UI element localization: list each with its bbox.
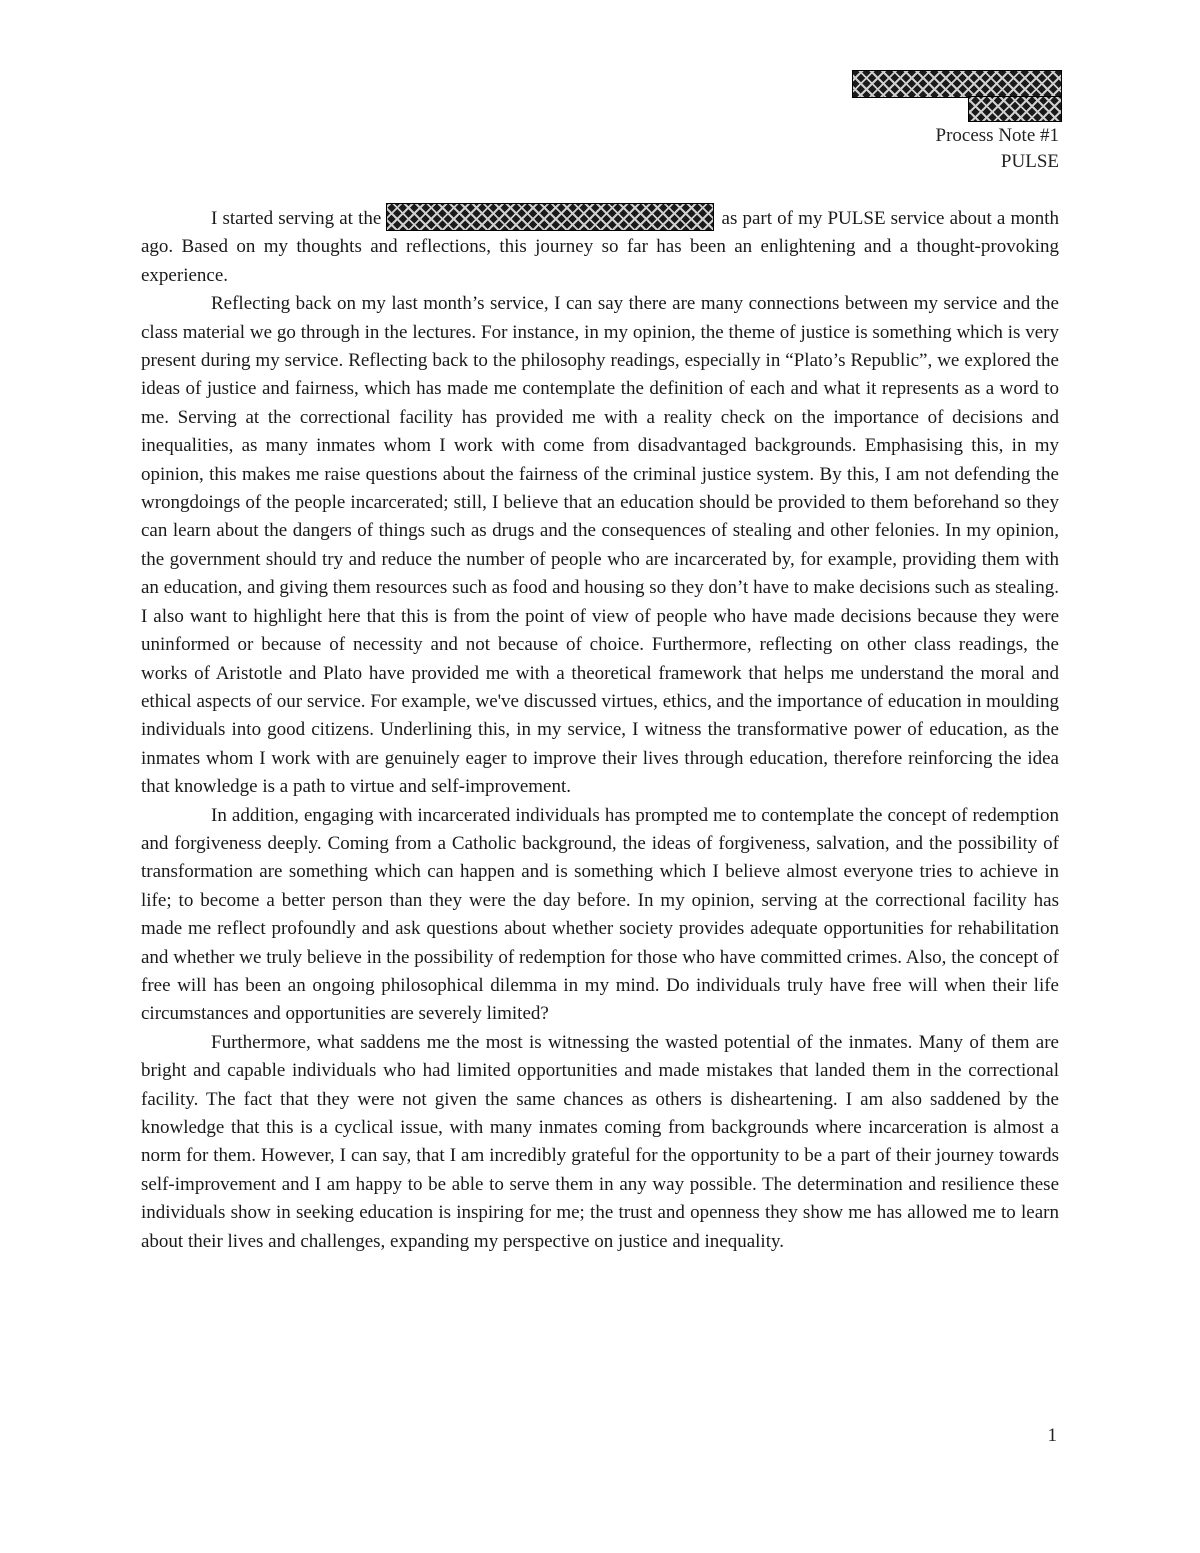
redacted-name-block bbox=[852, 70, 1062, 98]
redacted-facility-name bbox=[386, 203, 714, 231]
page-number: 1 bbox=[1047, 1425, 1057, 1446]
paragraph-1-start: I started serving at the bbox=[211, 208, 382, 229]
redacted-name-block-secondary bbox=[968, 96, 1062, 122]
note-title: Process Note #1 bbox=[935, 125, 1059, 146]
paragraph-3: In addition, engaging with incarcerated individuals has prompted me to contemplate the concept of redemption and forgiveness deeply. Coming from a Catholic background, the ideas of forgiveness, salvation, and the possibility of transformation are something which can happen and is something which I believe almost everyone tries to achieve in life; to become a better person than they were the day before. In my opinion, serving at the correctional facility has made me reflect profoundly and ask questions about whether society provides adequate opportunities for rehabilitation and whether we truly believe in the possibility of redemption for those who have committed crimes. Also, the concept of free will has been an ongoing philosophical dilemma in my mind. Do individuals truly have free will when their life circumstances and opportunities are severely limited? bbox=[141, 804, 1059, 1025]
paragraph-1 bbox=[141, 203, 1059, 290]
paragraph-2: Reflecting back on my last month’s service, I can say there are many connections between my service and the class material we go through in the lectures. For instance, in my opinion, the theme of justice is something which is very present during my service. Reflecting back to the philosophy readings, especially in “Plato’s Republic”, we explored the ideas of justice and fairness, which has made me contemplate the definition of each and what it represents as a word to me. Serving at the correctional facility has provided me with a reality check on the importance of decisions and inequalities, as many inmates whom I work with come from disadvantaged backgrounds. Emphasising this, in my opinion, this makes me raise questions about the fairness of the criminal justice system. By this, I am not defending the wrongdoings of the people incarcerated; still, I believe that an education should be provided to them beforehand so they can learn about the dangers of things such as drugs and the consequences of stealing and other felonies. In my opinion, the government should try and reduce the number of people who are incarcerated by, for example, providing them with an education, and giving them resources such as food and housing so they don’t have to make decisions such as stealing. I also want to highlight here that this is from the point of view of people who have made decisions because they were uninformed or because of necessity and not because of choice. Furthermore, reflecting on other class readings, the works of Aristotle and Plato have provided me with a theoretical framework that helps me understand the moral and ethical aspects of our service. For example, we've discussed virtues, ethics, and the importance of education in moulding individuals into good citizens. Underlining this, in my service, I witness the transformative power of education, as the inmates whom I work with are genuinely eager to improve their lives through education, therefore reinforcing the idea that knowledge is a path to virtue and self-improvement. bbox=[141, 293, 1059, 798]
course-name: PULSE bbox=[1000, 151, 1059, 172]
paragraph-1-end: as part of my PULSE service about a month ago. Based on my thoughts and reflections, this journey so far has been an enlightening and a thought-provoking experience. bbox=[141, 208, 1060, 286]
essay-body bbox=[141, 203, 1059, 1256]
header bbox=[936, 123, 1059, 175]
paragraph-4: Furthermore, what saddens me the most is witnessing the wasted potential of the inmates. Many of them are bright and capable individuals who had limited opportunities and made mistakes that landed them in the correctional facility. The fact that they were not given the same chances as others is disheartening. I am also saddened by the knowledge that this is a cyclical issue, with many inmates coming from backgrounds where incarceration is almost a norm for them. However, I can say, that I am incredibly grateful for the opportunity to be a part of their journey towards self-improvement and I am happy to be able to serve them in any way possible. The determination and resilience these individuals show in seeking education is inspiring for me; the trust and openness they show me has allowed me to learn about their lives and challenges, expanding my perspective on justice and inequality. bbox=[141, 1031, 1059, 1252]
